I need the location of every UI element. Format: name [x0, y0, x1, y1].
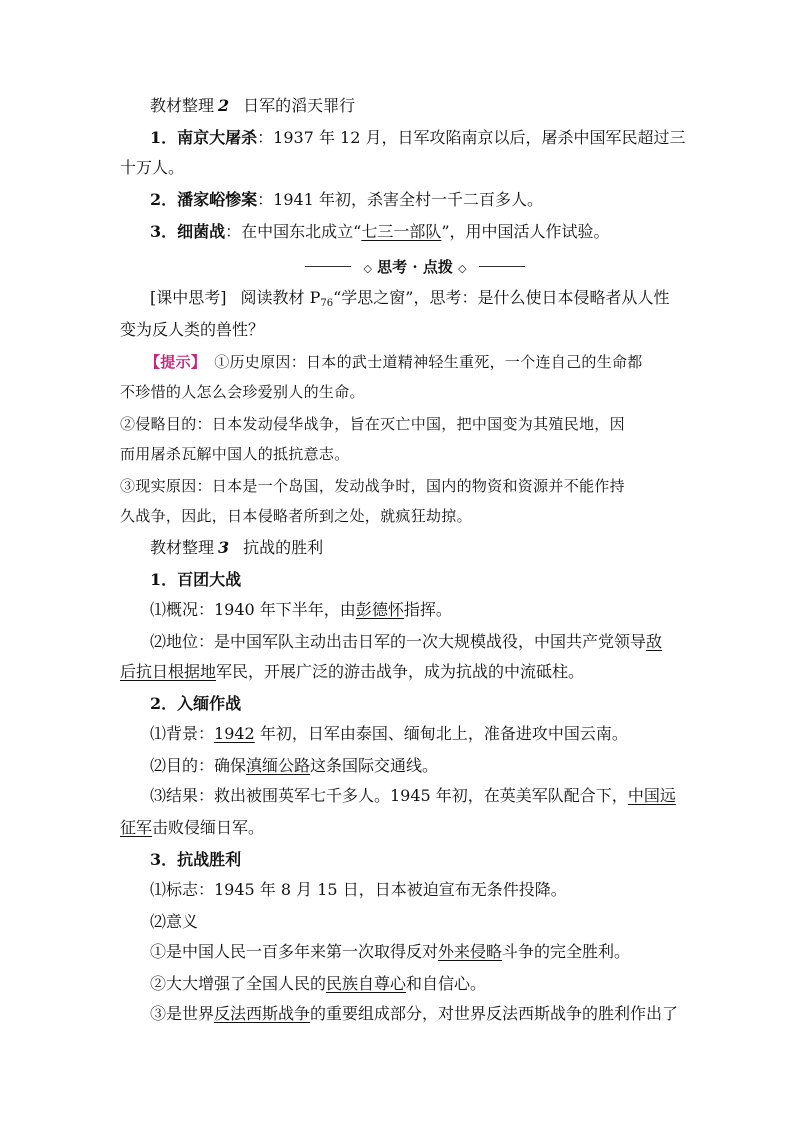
think-question-line-2: 变为反人类的兽性？ — [120, 320, 265, 339]
part-2-background: ⑴背景：1942 年初，日军由泰国、缅甸北上，准备进攻中国云南。 — [150, 724, 628, 743]
section-3-heading: 教材整理 3 抗战的胜利 — [150, 538, 324, 557]
part-3-significance-heading: ⑵意义 — [150, 912, 199, 931]
part-3-title: 3．抗战胜利 — [150, 850, 242, 869]
part-1-title: 1．百团大战 — [150, 570, 242, 589]
hint-line-5: ③现实原因：日本是一个岛国，发动战争时，国内的物资和资源并不能作持 — [120, 477, 625, 495]
part-2-purpose: ⑵目的：确保滇缅公路这条国际交通线。 — [150, 756, 439, 775]
part-3-significance-3: ③是世界反法西斯战争的重要组成部分，对世界反法西斯战争的胜利作出了 — [150, 1004, 679, 1023]
part-1-overview: ⑴概况：1940 年下半年，由彭德怀指挥。 — [150, 600, 452, 619]
section-2-heading: 教材整理 2 日军的滔天罪行 — [150, 96, 356, 115]
hint-line-6: 久战争，因此，日本侵略者所到之处，就疯狂劫掠。 — [120, 507, 472, 525]
diamond-right-icon: ◇ — [458, 262, 467, 275]
item-3: 3．细菌战：在中国东北成立“七三一部队”，用中国活人作试验。 — [150, 222, 610, 241]
divider-title: 思考 · 点拨 — [377, 258, 453, 276]
part-1-status-line-1: ⑵地位：是中国军队主动出击日军的一次大规模战役，中国共产党领导敌 — [150, 632, 663, 651]
part-1-status-line-2: 后抗日根据地军民，开展广泛的游击战争，成为抗战的中流砥柱。 — [120, 662, 585, 681]
part-2-title: 2．入缅作战 — [150, 694, 242, 713]
part-3-significance-1: ①是中国人民一百多年来第一次取得反对外来侵略斗争的完全胜利。 — [150, 942, 631, 961]
item-1-line-2: 十万人。 — [120, 158, 185, 177]
hint-line-3: ②侵略目的：日本发动侵华战争，旨在灭亡中国，把中国变为其殖民地，因 — [120, 415, 625, 433]
item-1-line-1: 1．南京大屠杀：1937 年 12 月，日军攻陷南京以后，屠杀中国军民超过三 — [150, 128, 686, 147]
divider-rule-right — [479, 266, 525, 267]
hint-line-4: 而用屠杀瓦解中国人的抵抗意志。 — [120, 445, 350, 463]
think-question-line-1: [课中思考] 阅读教材 $P_{76}“$学思之窗”，思考：是什么使日本侵略者从人性 — [150, 288, 670, 309]
hint-label: 【提示】 — [145, 353, 207, 371]
diamond-left-icon: ◇ — [363, 262, 372, 275]
item-2: 2．潘家峪惨案：1941 年初，杀害全村一千二百多人。 — [150, 190, 543, 209]
part-2-result-line-2: 征军击败侵缅日军。 — [120, 818, 265, 837]
part-3-significance-2: ②大大增强了全国人民的民族自尊心和自信心。 — [150, 974, 487, 993]
hint-line-1: 【提示】 ①历史原因：日本的武士道精神轻生重死，一个连自己的生命都 — [145, 353, 643, 371]
divider-rule-left — [305, 266, 351, 267]
think-tag: [课中思考] — [150, 288, 227, 307]
hint-line-2: 不珍惜的人怎么会珍爱别人的生命。 — [120, 383, 365, 401]
part-3-sign: ⑴标志：1945 年 8 月 15 日，日本被迫宣布无条件投降。 — [150, 880, 567, 899]
think-divider — [305, 256, 525, 276]
part-2-result-line-1: ⑶结果：救出被围英军七千多人。1945 年初，在英美军队配合下，中国远 — [150, 786, 676, 805]
